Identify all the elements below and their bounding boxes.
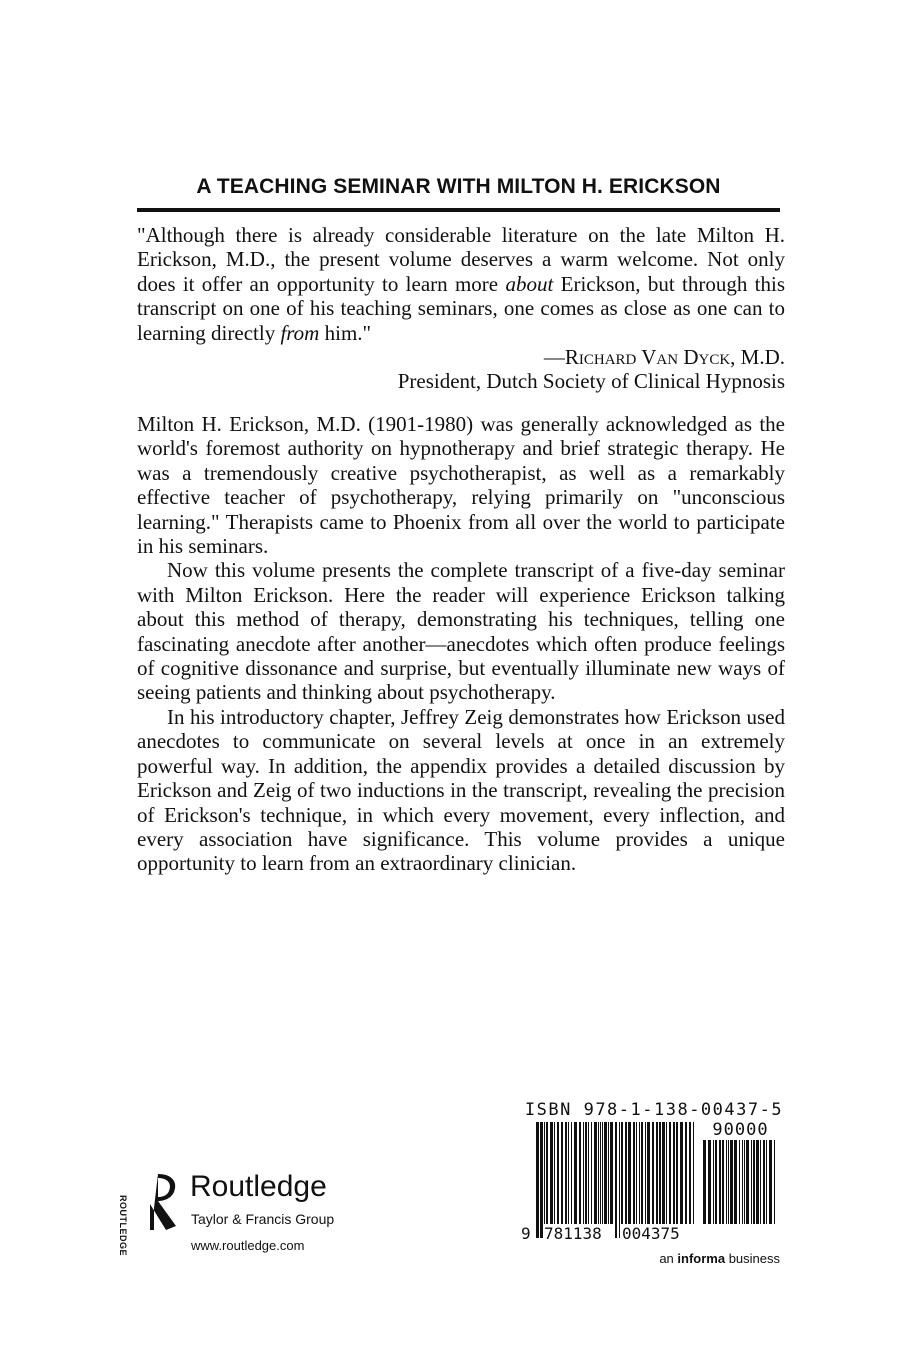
barcode-addon-digits: 90000	[712, 1120, 769, 1140]
barcode-bar	[579, 1122, 581, 1224]
barcode-bar	[608, 1122, 609, 1224]
barcode-digits-left: 781138	[544, 1224, 602, 1243]
tagline-informa: informa	[677, 1251, 726, 1266]
barcode-bar	[574, 1122, 577, 1224]
tagline-prefix: an	[659, 1251, 678, 1266]
book-title: A TEACHING SEMINAR WITH MILTON H. ERICKSON	[196, 175, 721, 198]
barcode-bar	[673, 1122, 675, 1224]
description-paragraph-2: Now this volume presents the complete transcript of a five-day seminar with Milton Erickson. Here the reader will experience Erickson talking about this method of therapy, demonstrating his techniques, telling one fascinating anecdote after another—anecdotes which often produce feelings of cognitive dissonance and surprise, but eventually illuminate new ways of seeing patients and thinking about psychotherapy.	[137, 558, 785, 705]
barcode-bar	[652, 1122, 654, 1224]
barcode-bar	[598, 1122, 599, 1224]
barcode-bar	[628, 1122, 631, 1224]
attribution-name: Richard Van Dyck	[564, 345, 731, 369]
title-rule	[137, 208, 780, 212]
description-paragraph-3: In his introductory chapter, Jeffrey Zeig demonstrates how Erickson used anecdotes to communicate on several levels at once in an extremely powerful way. In addition, the appendix provides a detailed discussion by Erickson and Zeig of two inductions in the transcript, revealing the precision of Erickson's technique, in which every movement, every inflection, and every association have significance. This volume provides a unique opportunity to learn from an extraordinary clinician.	[137, 704, 785, 876]
barcode-bar	[708, 1140, 711, 1224]
barcode-bar	[703, 1140, 706, 1224]
barcode-bar	[730, 1140, 733, 1224]
barcode-bar	[602, 1122, 603, 1224]
logo-vertical-text: ROUTLEDGE	[118, 1195, 128, 1257]
barcode-bar	[728, 1140, 729, 1224]
barcode-bar	[615, 1122, 617, 1238]
quote-emphasis-from: from	[280, 320, 320, 345]
quote-text-3: him."	[319, 320, 372, 345]
endorsement-quote	[137, 223, 785, 345]
barcode-addon	[703, 1140, 778, 1238]
barcode-bar	[568, 1122, 569, 1224]
barcode-bar	[669, 1122, 671, 1224]
isbn-label: ISBN 978-1-138-00437-5	[524, 1100, 784, 1120]
routledge-logo-icon	[136, 1168, 182, 1232]
barcode-bar	[742, 1140, 743, 1224]
barcode-digits-right: 004375	[622, 1224, 680, 1243]
barcode-bar	[600, 1122, 601, 1224]
barcode-bar	[774, 1140, 775, 1224]
tagline-suffix: business	[725, 1251, 780, 1266]
barcode-bar	[766, 1140, 767, 1224]
barcode-bar	[751, 1140, 752, 1224]
barcode-bar	[662, 1122, 665, 1224]
barcode-bar	[685, 1122, 687, 1224]
barcode-bar	[554, 1122, 555, 1224]
attribution-role: President, Dutch Society of Clinical Hypnosis	[397, 369, 785, 393]
barcode-bar	[756, 1140, 759, 1224]
publisher-name: Routledge	[190, 1170, 327, 1203]
description-paragraph-1: Milton H. Erickson, M.D. (1901-1980) was generally acknowledged as the world's foremost authority on hypnotherapy and brief strategic therapy. He was a tremendously creative psychotherapist, as well as a remarkably effective teacher of psychotherapy, relying primarily on "unconscious learning." Therapists came to Phoenix from all over the world to participate in his seminars.	[137, 412, 785, 559]
barcode-bar	[565, 1122, 567, 1224]
barcode-bar	[610, 1122, 613, 1224]
barcode-bar	[641, 1122, 643, 1224]
barcode-bar	[636, 1122, 637, 1224]
quote-attribution	[137, 345, 785, 369]
barcode-bar	[713, 1140, 714, 1224]
barcode-bar	[656, 1122, 658, 1224]
barcode-bar	[693, 1122, 694, 1224]
barcode-lead-digit: 9	[521, 1224, 531, 1243]
attribution-dash: —	[543, 345, 565, 369]
barcode-bar	[659, 1122, 661, 1224]
barcode-bar	[561, 1122, 563, 1224]
publisher-group: Taylor & Francis Group	[191, 1211, 335, 1227]
quote-text-1: "Although there is already considerable literature on the late Milton H. Erickson, M.D., the present volume deserves a warm welcome. Not only does it offer an opportunity to learn more	[137, 223, 785, 296]
barcode-bar	[557, 1122, 559, 1224]
barcode-bar	[676, 1122, 678, 1224]
barcode-bar	[722, 1140, 724, 1224]
barcode-main	[536, 1122, 695, 1238]
barcode-bar	[540, 1122, 543, 1238]
informa-tagline	[640, 1251, 780, 1266]
barcode-bar	[689, 1122, 691, 1224]
barcode-bar	[544, 1122, 545, 1224]
barcode-bar	[536, 1122, 539, 1238]
publisher-url: www.routledge.com	[191, 1238, 305, 1253]
barcode-bar	[647, 1122, 650, 1224]
barcode-bar	[760, 1140, 761, 1224]
quote-emphasis-about: about	[505, 271, 554, 296]
barcode-bar	[585, 1122, 587, 1224]
barcode-bar	[715, 1140, 717, 1224]
barcode-bar	[639, 1122, 640, 1224]
barcode-bar	[633, 1122, 635, 1224]
barcode-bar	[753, 1140, 755, 1224]
barcode-bar	[744, 1140, 745, 1224]
barcode-bar	[763, 1140, 765, 1224]
quote-text-2: Erickson, but through this transcript on one of his teaching seminars, one comes as close as one can to learning directly	[137, 271, 785, 345]
barcode-bar	[571, 1122, 572, 1224]
barcode-bar	[621, 1122, 623, 1224]
barcode-bar	[550, 1122, 553, 1224]
barcode-bar	[583, 1122, 584, 1224]
barcode-bar	[619, 1122, 620, 1238]
barcode-bar	[734, 1140, 737, 1224]
barcode-bar	[666, 1122, 667, 1224]
barcode-bar	[719, 1140, 721, 1224]
barcode-bar	[645, 1122, 646, 1224]
barcode-bar	[604, 1122, 607, 1224]
barcode-bar	[680, 1122, 683, 1224]
attribution-suffix: , M.D.	[730, 345, 785, 369]
barcode-bar	[594, 1122, 597, 1224]
barcode-bar	[726, 1140, 727, 1224]
barcode-bar	[588, 1122, 589, 1224]
barcode-bar	[546, 1122, 548, 1224]
barcode-bar	[769, 1140, 772, 1224]
barcode-bar	[591, 1122, 592, 1224]
barcode-bar	[739, 1140, 740, 1224]
barcode-bar	[625, 1122, 627, 1224]
barcode-bar	[746, 1140, 749, 1224]
description	[137, 412, 785, 876]
